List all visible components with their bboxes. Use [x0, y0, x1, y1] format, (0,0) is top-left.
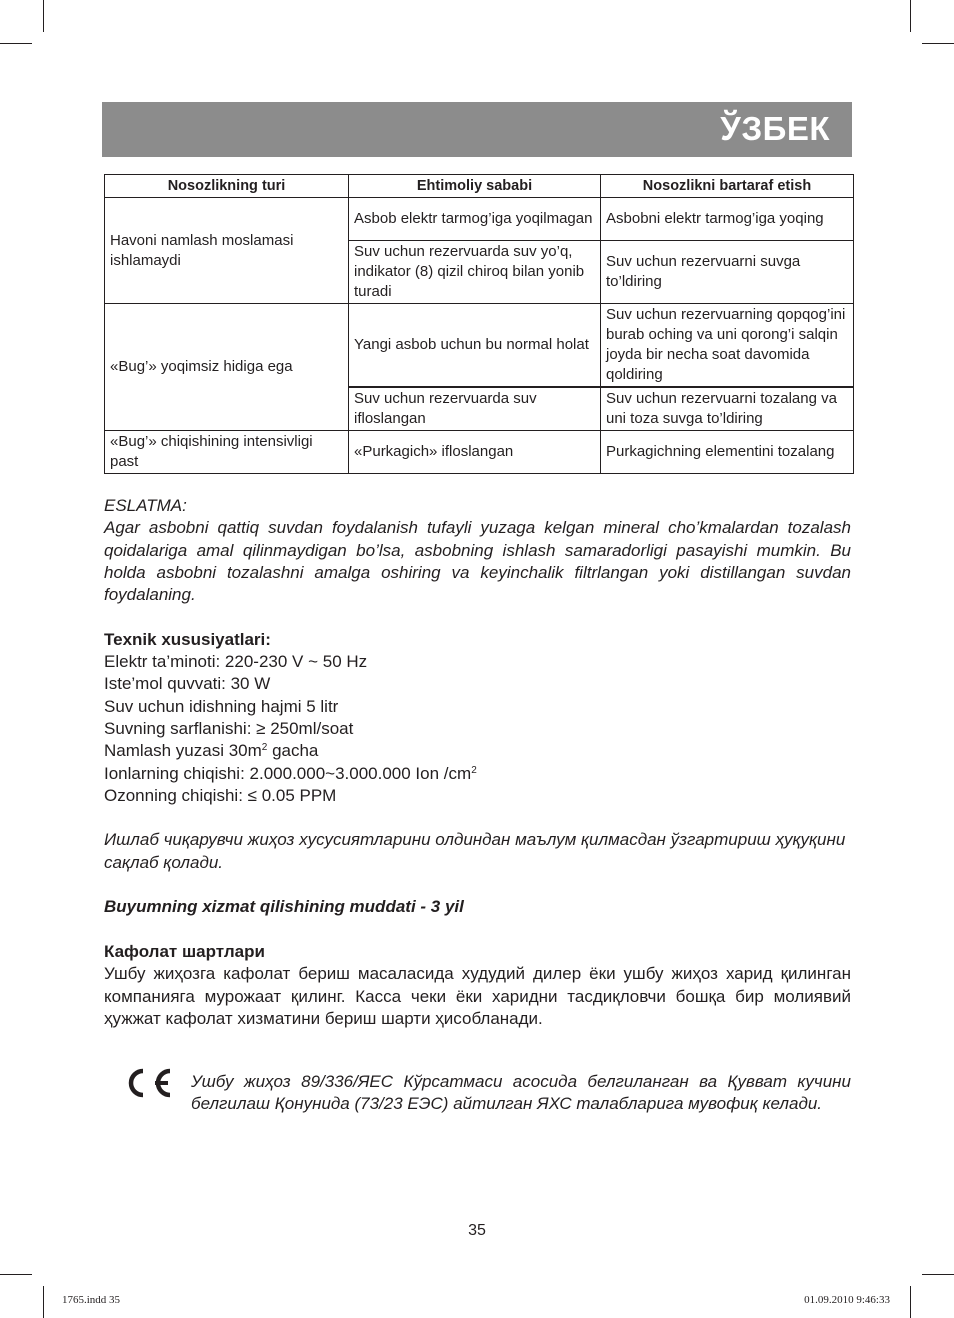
warranty-text: Ушбу жиҳозга кафолат бериш масаласида худудий дилер ёки ушбу жиҳоз харид қилинган компанияга мурожаат қилинг. Касса чеки ёки харидни тасдиқловчи бошқа бир молиявий ҳужжат кафолат хизматини бериш шарти ҳисобланади. [104, 964, 851, 1028]
crop-mark [0, 43, 32, 44]
cause-cell: «Purkagich» ifloslangan [349, 431, 601, 474]
table-row [105, 304, 854, 388]
crop-mark [0, 1274, 32, 1275]
column-header-cause: Ehtimoliy sababi [349, 175, 601, 198]
solution-cell: Suv uchun rezervuarni tozalang va uni toza suvga to’ldiring [601, 387, 854, 431]
problem-cell: «Bug’» yoqimsiz hidiga ega [105, 304, 349, 431]
service-life: Buyumning xizmat qilishining muddati - 3 yil [104, 897, 464, 917]
cause-cell: Yangi asbob uchun bu normal holat [349, 304, 601, 388]
language-header [102, 102, 852, 157]
cause-cell: Suv uchun rezervuarda suv yo’q, indikator (8) qizil chiroq bilan yonib turadi [349, 241, 601, 304]
ce-text: Ушбу жиҳоз 89/336/ЯЕС Кўрсатмаси асосида белгиланган ва Қувват кучини белгилаш Қонунида (73/23 ЕЭС) айтилган ЯХС талабларига мувофиқ келади. [191, 1072, 851, 1114]
spec-tank: Suv uchun idishning hajmi 5 litr [104, 696, 339, 716]
solution-cell: Purkagichning elementini tozalang [601, 431, 854, 474]
solution-cell: Asbobni elektr tarmog’iga yoqing [601, 198, 854, 241]
spec-area: Namlash yuzasi $30m^2$ gacha [104, 741, 319, 761]
table-header-row [105, 175, 854, 198]
crop-mark [910, 0, 911, 32]
cause-cell: Suv uchun rezervuarda suv ifloslangan [349, 387, 601, 431]
crop-mark [43, 0, 44, 32]
column-header-problem: Nosozlikning turi [105, 175, 349, 198]
solution-cell: Suv uchun rezervuarning qopqog’ini burab oching va uni qorong’i salqin joyda bir necha soat davomida qoldiring [601, 304, 854, 388]
main-content [104, 495, 851, 1030]
crop-mark [922, 1274, 954, 1275]
crop-mark [922, 43, 954, 44]
page-number: 35 [468, 1222, 486, 1239]
crop-mark [43, 1286, 44, 1318]
solution-cell: Suv uchun rezervuarni suvga to’ldiring [601, 241, 854, 304]
spec-ions: Ionlarning chiqishi: 2.000.000~3.000.000 Ion $/cm^2$ [104, 763, 477, 783]
cause-cell: Asbob elektr tarmog’iga yoqilmagan [349, 198, 601, 241]
spec-consumption: Suvning sarflanishi: ≥ 250ml/soat [104, 718, 354, 738]
note-text: Agar asbobni qattiq suvdan foydalanish tufayli yuzaga kelgan mineral cho’kmalardan tozalash qoidalariga amal qilinmaydigan bo’lsa, asbobning ishlash samaradorligi pasayishi mumkin. Bu holda asbobni tozalashni amalga oshiring va keyinchalik filtrlangan yoki distillangan suvdan foydalaning. [104, 518, 851, 605]
spec-power: Iste’mol quvvati: 30 W [104, 674, 271, 694]
timestamp-slug: 01.09.2010 9:46:33 [804, 1294, 890, 1306]
rights-notice: Ишлаб чиқарувчи жиҳоз хусусиятларини олдиндан маълум қилмасдан ўзгартириш ҳуқуқини сақлаб қолади. [104, 830, 846, 872]
table-row [105, 198, 854, 241]
troubleshooting-table [104, 174, 854, 474]
note-label: ESLATMA: [104, 496, 187, 515]
file-slug: 1765.indd 35 [62, 1294, 121, 1306]
problem-cell: «Bug’» chiqishining intensivligi past [105, 431, 349, 474]
crop-mark [910, 1286, 911, 1318]
spec-voltage: Elektr ta’minoti: 220-230 V ~ 50 Hz [104, 652, 368, 672]
spec-ozone: Ozonning chiqishi: ≤ 0.05 PPM [104, 785, 337, 805]
problem-cell: Havoni namlash moslamasi ishlamaydi [105, 198, 349, 304]
specs-title: Texnik xususiyatlari: [104, 629, 271, 649]
ce-mark-icon [122, 1066, 174, 1100]
column-header-solution: Nosozlikni bartaraf etish [601, 175, 854, 198]
warranty-title: Кафолат шартлари [104, 941, 265, 961]
language-title: ЎЗБЕК [720, 110, 830, 147]
table-row [105, 431, 854, 474]
